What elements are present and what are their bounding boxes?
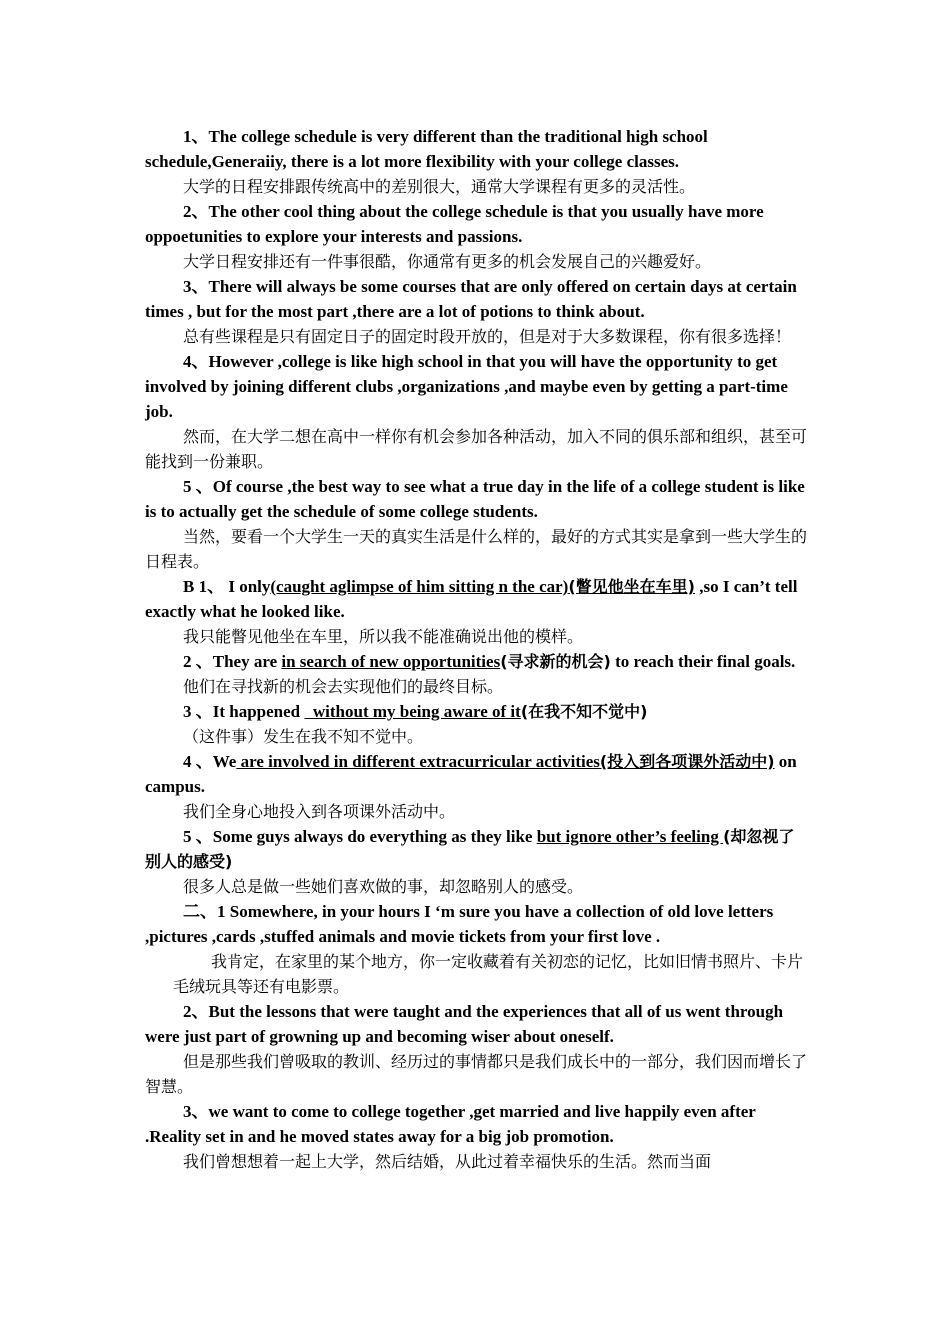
paragraph-2-chinese: 大学日程安排还有一件事很酷，你通常有更多的机会发展自己的兴趣爱好。 [183,252,712,271]
sentence-b2-hint: (寻求新的机会) [500,652,611,671]
sentence-b1-prefix: B 1、 I only [183,577,271,596]
sentence-b1-chinese: 我只能瞥见他坐在车里，所以我不能准确说出他的模样。 [183,627,584,646]
sentence-b5-chinese: 很多人总是做一些她们喜欢做的事，却忽略别人的感受。 [183,877,584,896]
sentence-b2-chinese: 他们在寻找新的机会去实现他们的最终目标。 [183,677,504,696]
sentence-b3-blank: without my being aware of it [304,702,521,721]
sentence-b1-blank: (caught aglimpse of him sitting n the car) [270,577,569,596]
section-2-paragraph-2-english: 2、But the lessons that were taught and the experiences that all of us went through were just part of growning up and becoming wiser about oneself. [145,1002,784,1046]
paragraph-3-chinese: 总有些课程是只有固定日子的固定时段开放的，但是对于大多数课程，你有很多选择！ [183,327,792,346]
sentence-b3-hint: (在我不知不觉中) [520,702,648,721]
sentence-b5-blank: but ignore other’s feeling [536,827,724,846]
sentence-b1-hint: (瞥见他坐在车里) [568,577,695,596]
paragraph-1-chinese: 大学的日程安排跟传统高中的差别很大，通常大学课程有更多的灵活性。 [183,177,696,196]
sentence-b5-hint: (却忽视了别人的感受) [145,827,795,871]
paragraph-2-english: 2、The other cool thing about the college schedule is that you usually have more oppoetunities to explore your interests and passions. [145,202,764,246]
section-2-paragraph-3-english: 3、we want to come to college together ,get married and live happily even after .Reality set in and he moved states away for a big job promotion. [145,1102,756,1146]
sentence-b2-prefix: 2 、They are [183,652,282,671]
paragraph-5-chinese: 当然，要看一个大学生一天的真实生活是什么样的，最好的方式其实是拿到一些大学生的日程表。 [145,527,808,571]
sentence-b4-blank: are involved in different extracurricular activities [236,752,600,771]
sentence-b5-english [145,824,807,874]
sentence-b2-english [145,649,807,674]
section-2-paragraph-2-chinese: 但是那些我们曾吸取的教训、经历过的事情都只是我们成长中的一部分，我们因而增长了智慧。 [145,1052,808,1096]
section-2-paragraph-1-english: 二、1 Somewhere, in your hours I ‘m sure you have a collection of old love letters ,pictures ,cards ,stuffed animals and movie tickets from your first love . [145,902,774,946]
paragraph-5-english: 5 、Of course ,the best way to see what a true day in the life of a college student is like is to actually get the schedule of some college students. [145,477,805,521]
sentence-b2-suffix: to reach their final goals. [610,652,796,671]
sentence-b2-blank: in search of new opportunities [281,652,501,671]
sentence-b3-english [145,699,807,724]
sentence-b4-prefix: 4 、We [183,752,237,771]
sentence-b1-english [145,574,807,624]
paragraph-3-english: 3、There will always be some courses that are only offered on certain days at certain times , but for the most part ,there are a lot of potions to think about. [145,277,797,321]
document-body [145,124,807,1174]
paragraph-4-english: 4、However ,college is like high school in that you will have the opportunity to get involved by joining different clubs ,organizations ,and maybe even by getting a part-time job. [145,352,788,421]
sentence-b4-suffix: on campus. [145,752,797,796]
sentence-b1-suffix: ,so I can’t tell exactly what he looked like. [145,577,798,621]
sentence-b3-chinese: （这件事）发生在我不知不觉中。 [183,727,424,746]
section-2-paragraph-3-chinese: 我们曾想想着一起上大学，然后结婚，从此过着幸福快乐的生活。然而当面 [183,1152,712,1171]
sentence-b4-chinese: 我们全身心地投入到各项课外活动中。 [183,802,456,821]
section-2-paragraph-1-chinese: 我肯定，在家里的某个地方，你一定收藏着有关初恋的记忆，比如旧情书照片、卡片毛绒玩具等还有电影票。 [173,952,804,996]
sentence-b3-prefix: 3 、It happened [183,702,305,721]
sentence-b5-prefix: 5 、Some guys always do everything as they like [183,827,537,846]
paragraph-4-chinese: 然而，在大学二想在高中一样你有机会参加各种活动，加入不同的俱乐部和组织，甚至可能找到一份兼职。 [145,427,808,471]
sentence-b4-hint: (投入到各项课外活动中) [599,752,775,771]
sentence-b4-english [145,749,807,799]
paragraph-1-english: 1、The college schedule is very different than the traditional high school schedule,Generaiiy, there is a lot more flexibility with your college classes. [145,127,708,171]
